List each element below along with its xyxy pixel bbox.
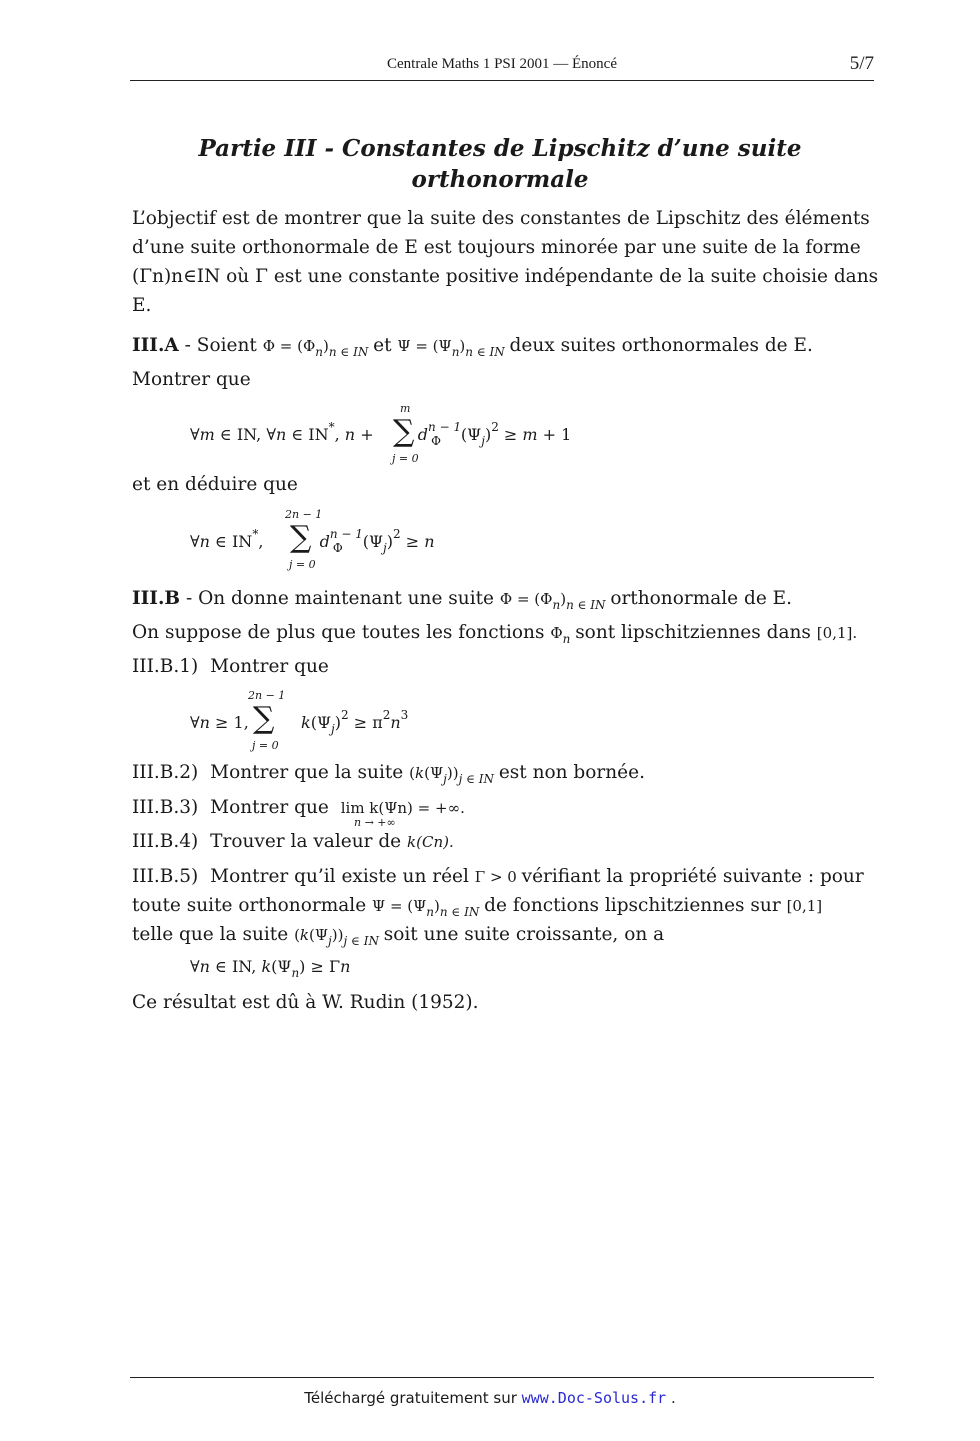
footer-rule bbox=[130, 1377, 874, 1378]
text: On donne maintenant une suite bbox=[198, 588, 495, 609]
question-B2 bbox=[132, 758, 645, 794]
text: On suppose de plus que toutes les fonctions bbox=[132, 622, 545, 643]
text-end: deux suites orthonormales de E. bbox=[509, 335, 813, 356]
question-label: III.B.2) bbox=[132, 762, 199, 783]
question-text: Montrer que la suite bbox=[210, 762, 404, 783]
question-text: Trouver la valeur de bbox=[210, 831, 402, 852]
page-number: 5/7 bbox=[849, 53, 874, 74]
formula-psi: $\Psi = (\Psi_n)_{n \in IN}$ bbox=[397, 337, 505, 359]
part-title: Partie III - Constantes de Lipschitz d’une suite orthonormale bbox=[198, 135, 802, 193]
question-text: soit une suite croissante, on a bbox=[383, 924, 665, 945]
sigma-symbol: ∑ bbox=[253, 701, 275, 736]
section-label: III.A bbox=[132, 335, 179, 356]
question-B1 bbox=[132, 652, 329, 681]
equation-2: ∀n ∈ IN*, $d^{n - 1}_\Phi$ $(\Psi_j)^2 \ge n$ bbox=[190, 527, 435, 555]
question-B5-line-3 bbox=[132, 920, 664, 956]
sum-upper-2n1: 2n − 1 bbox=[248, 689, 286, 702]
equation-4: ∀n ∈ IN, $k(\Psi_n) \ge \Gamma n$ bbox=[190, 957, 351, 980]
text: sont lipschitziennes dans bbox=[575, 622, 811, 643]
question-B4 bbox=[132, 827, 454, 857]
header-title: Centrale Maths 1 PSI 2001 — Énoncé bbox=[387, 56, 617, 72]
equation-3: ∀n ≥ 1, $k(\Psi_j)^2 \ge \pi^2n^3$ bbox=[190, 708, 409, 736]
interval: [0,1] bbox=[786, 897, 823, 915]
IIIB-line-2 bbox=[132, 618, 857, 654]
running-header bbox=[130, 52, 874, 81]
limit-subscript: n → +∞ bbox=[354, 816, 396, 829]
text-deduire: et en déduire que bbox=[132, 474, 298, 495]
formula-limit: lim k(Ψn) = +∞. bbox=[340, 799, 465, 817]
question-label: III.B.4) bbox=[132, 831, 199, 852]
sum-lower: j = 0 bbox=[252, 739, 279, 752]
formula-gamma: Γ > 0 bbox=[474, 868, 522, 886]
sum-lower: j = 0 bbox=[392, 452, 419, 465]
question-label: III.B.5) bbox=[132, 866, 199, 887]
question-B5-line-1 bbox=[132, 862, 864, 892]
question-text: toute suite orthonormale bbox=[132, 895, 367, 916]
formula-phin: $\Phi_n$ bbox=[550, 624, 571, 646]
question-text: telle que la suite bbox=[132, 924, 289, 945]
formula-psi: $\Psi = (\Psi_n)_{n \in IN}$ bbox=[372, 897, 480, 919]
footer-link[interactable]: www.Doc-Solus.fr bbox=[521, 1389, 667, 1407]
question-text: vérifiant la propriété suivante : pour bbox=[521, 866, 864, 887]
section-IIIA-line: III.A - Soient $\Phi = (\Phi_n)_{n \in IN}$ et $\Psi = (\Psi_n)_{n \in IN}$ deux suites orthonormales de E. bbox=[132, 335, 813, 359]
question-text: de fonctions lipschitziennes sur bbox=[484, 895, 781, 916]
formula-kpsi: $(k(\Psi_j))_{j \in IN}$ bbox=[294, 926, 379, 948]
interval: [0,1]. bbox=[816, 624, 858, 642]
intro-line-1: L’objectif est de montrer que la suite des constantes de Lipschitz des éléments bbox=[132, 208, 870, 229]
question-label: III.B.3) bbox=[132, 797, 199, 818]
section-IIIB-line: III.B - On donne maintenant une suite $\Phi = (\Phi_n)_{n \in IN}$ orthonormale de E. bbox=[132, 588, 793, 612]
question-text: Montrer que bbox=[210, 656, 329, 677]
intro-line-4: E. bbox=[132, 295, 152, 316]
question-text: Montrer que bbox=[210, 797, 329, 818]
section-label: III.B bbox=[132, 588, 181, 609]
intro-line-3: (Γn)n∈IN où Γ est une constante positive indépendante de la suite choisie dans bbox=[132, 266, 879, 287]
formula-phi: $\Phi = (\Phi_n)_{n \in IN}$ bbox=[262, 337, 369, 359]
sum-upper-2n1: 2n − 1 bbox=[285, 508, 323, 521]
rudin-note: Ce résultat est dû à W. Rudin (1952). bbox=[132, 992, 479, 1013]
intro-line-2: d’une suite orthonormale de E est toujours minorée par une suite de la forme bbox=[132, 237, 861, 258]
question-B3 bbox=[132, 793, 465, 823]
sigma-symbol: ∑ bbox=[290, 520, 312, 555]
formula-kpsi: $(k(\Psi_j))_{j \in IN}$ bbox=[409, 764, 495, 786]
sigma-symbol: ∑ bbox=[393, 414, 415, 449]
footer bbox=[0, 1389, 980, 1407]
question-text: est non bornée. bbox=[498, 762, 645, 783]
text-montrer: Montrer que bbox=[132, 369, 251, 390]
sum-lower: j = 0 bbox=[289, 558, 316, 571]
formula-phi: $\Phi = (\Phi_n)_{n \in IN}$ bbox=[499, 590, 606, 612]
footer-text: Téléchargé gratuitement sur bbox=[304, 1389, 517, 1407]
text-soient: Soient bbox=[196, 335, 257, 356]
footer-dot: . bbox=[670, 1389, 676, 1407]
text: orthonormale de E. bbox=[610, 588, 793, 609]
question-text: Montrer qu’il existe un réel bbox=[210, 866, 469, 887]
text-and: et bbox=[373, 335, 392, 356]
question-label: III.B.1) bbox=[132, 656, 199, 677]
formula-kcn: k(Cn). bbox=[407, 833, 454, 851]
equation-1: ∀m ∈ IN, ∀n ∈ IN*, $n + d^{n - 1}_\Phi$ $(\Psi_j)^2 \ge m + 1$ bbox=[190, 420, 572, 448]
sum-upper-m: m bbox=[400, 402, 411, 415]
